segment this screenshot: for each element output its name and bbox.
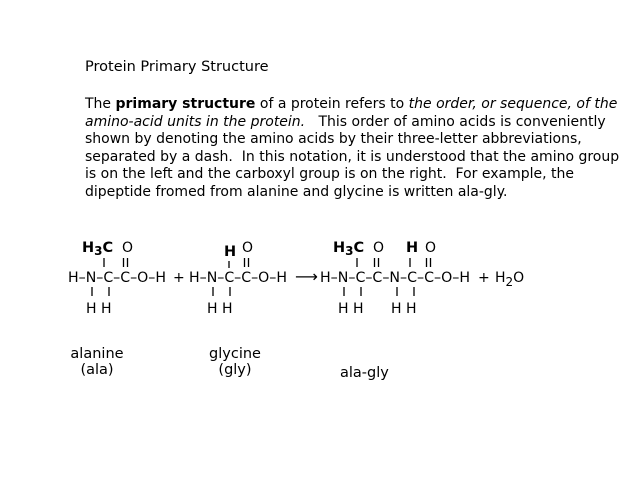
alanine-name: alanine <box>70 346 124 362</box>
alanine-label <box>66 346 128 378</box>
glycine-bottom-hydrogens: H H <box>207 301 233 317</box>
glycine-abbreviation: (gly) <box>218 362 252 378</box>
plus-sign-1: + <box>173 270 185 286</box>
dipeptide-bottom-hydrogens-2: H H <box>391 301 417 317</box>
dipeptide-backbone: H–N–C–C–N–C–C–O–H <box>320 270 470 286</box>
plus-sign-2: + <box>478 270 490 286</box>
dipeptide-label <box>340 365 389 381</box>
dipeptide-methyl-group: $H_3C$ <box>333 240 365 258</box>
glycine-structure <box>189 240 287 317</box>
glycine-carbonyl-oxygen: O <box>242 240 254 256</box>
term-primary-structure: primary structure <box>115 96 256 112</box>
dipeptide-hydrogen-side-chain: H <box>406 240 419 256</box>
dipeptide-carbonyl-oxygen-2: O <box>425 240 437 256</box>
glycine-name: glycine <box>209 346 261 362</box>
alanine-carbonyl-oxygen: O <box>122 240 134 256</box>
paragraph-text-definition-lead: of a protein refers to <box>255 96 409 112</box>
reaction-arrow: ⟶ <box>295 267 318 286</box>
page-title: Protein Primary Structure <box>85 59 269 75</box>
alanine-abbreviation: (ala) <box>80 362 114 378</box>
glycine-backbone: H–N–C–C–O–H <box>189 270 287 286</box>
paragraph-text-notation: This order of amino acids is conveniently shown by denoting the amino acids by their three-letter abbreviations, separated by a dash. In this notation, it is understood that the amino group is on the left and the carboxyl group is on the right. For example, the dipeptide fromed from alanine and glycine is written ala-gly. <box>85 113 624 200</box>
alanine-backbone: H–N–C–C–O–H <box>68 270 166 286</box>
glycine-hydrogen-side-chain: H <box>224 244 237 260</box>
glycine-label <box>204 346 266 378</box>
dipeptide-carbonyl-oxygen-1: O <box>373 240 385 256</box>
alanine-bottom-hydrogens: H H <box>86 301 112 317</box>
dipeptide-structure <box>320 240 470 317</box>
dipeptide-bottom-hydrogens-1: H H <box>338 301 364 317</box>
paragraph-text-the: The <box>85 96 116 112</box>
water-molecule: H2O <box>495 270 525 289</box>
definition-italic: the order, or sequence, of the amino-acid units in the protein. <box>85 96 622 130</box>
alanine-methyl-group: $H_3C$ <box>82 240 114 258</box>
dipeptide-name: ala-gly <box>340 365 389 381</box>
alanine-structure <box>68 240 166 317</box>
